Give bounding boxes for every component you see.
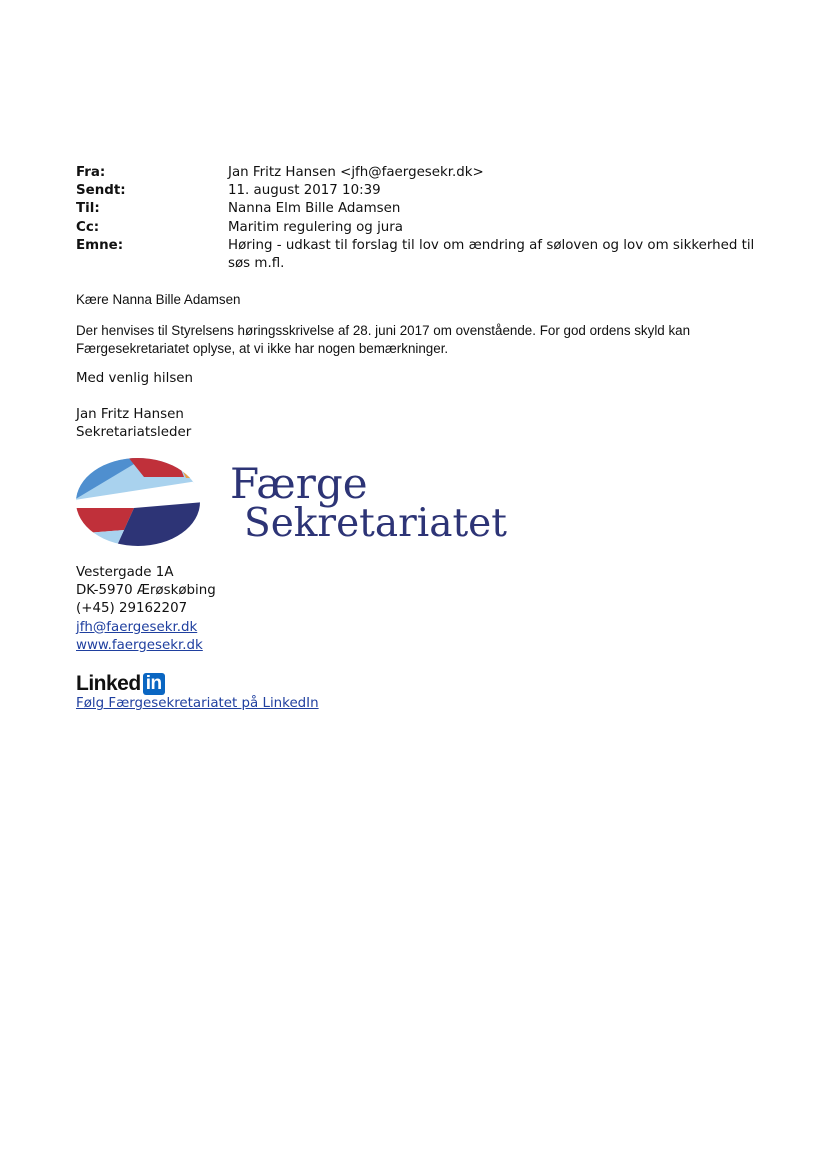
signature-title: Sekretariatsleder (76, 425, 192, 441)
logo-stripe-lightblue-bottom (74, 530, 124, 552)
linkedin-in-icon: in (143, 673, 165, 695)
contact-phone: (+45) 29162207 (76, 601, 188, 617)
email-header (76, 164, 756, 273)
contact-email-link[interactable]: jfh@faergesekr.dk (76, 619, 198, 635)
sent-value: 11. august 2017 10:39 (228, 183, 381, 199)
from-row (76, 164, 756, 182)
to-row (76, 200, 756, 218)
to-value: Nanna Elm Bille Adamsen (228, 201, 401, 217)
subject-label: Emne: (76, 237, 124, 253)
sent-row (76, 182, 756, 200)
contact-website-link[interactable]: www.faergesekr.dk (76, 637, 203, 653)
to-label: Til: (76, 201, 100, 217)
body-paragraph: Der henvises til Styrelsens høringsskrivelse af 28. juni 2017 om ovenstående. For god ordens skyld kan Færgesekretariatet oplyse, at vi ikke har nogen bemærkninger. (76, 323, 691, 356)
logo-text-line1: Færge (230, 459, 368, 508)
linkedin-follow-link[interactable]: Følg Færgesekretariatet på LinkedIn (76, 696, 319, 711)
logo-text-line2: Sekretariatet (244, 501, 507, 546)
linkedin-word: Linked (76, 672, 141, 695)
logo-emblem (74, 452, 204, 552)
contact-street: Vestergade 1A (76, 565, 174, 580)
cc-value: Maritim regulering og jura (228, 219, 403, 235)
signature-name: Jan Fritz Hansen (76, 407, 184, 422)
signature-block (76, 406, 191, 442)
closing: Med venlig hilsen (76, 371, 194, 386)
linkedin-logo (76, 672, 165, 696)
from-label: Fra: (76, 165, 106, 180)
from-value: Jan Fritz Hansen <jfh@faergesekr.dk> (228, 165, 484, 180)
contact-city: DK-5970 Ærøskøbing (76, 583, 216, 599)
greeting: Kære Nanna Bille Adamsen (76, 292, 241, 307)
faergesekretariatet-logo (74, 452, 534, 552)
sent-label: Sendt: (76, 183, 126, 199)
cc-label: Cc: (76, 219, 100, 235)
subject-row (76, 237, 756, 273)
subject-value: Høring - udkast til forslag til lov om ændring af søloven og lov om sikkerhed til søs m.fl. (228, 237, 755, 272)
contact-block (76, 564, 216, 655)
cc-row (76, 219, 756, 237)
